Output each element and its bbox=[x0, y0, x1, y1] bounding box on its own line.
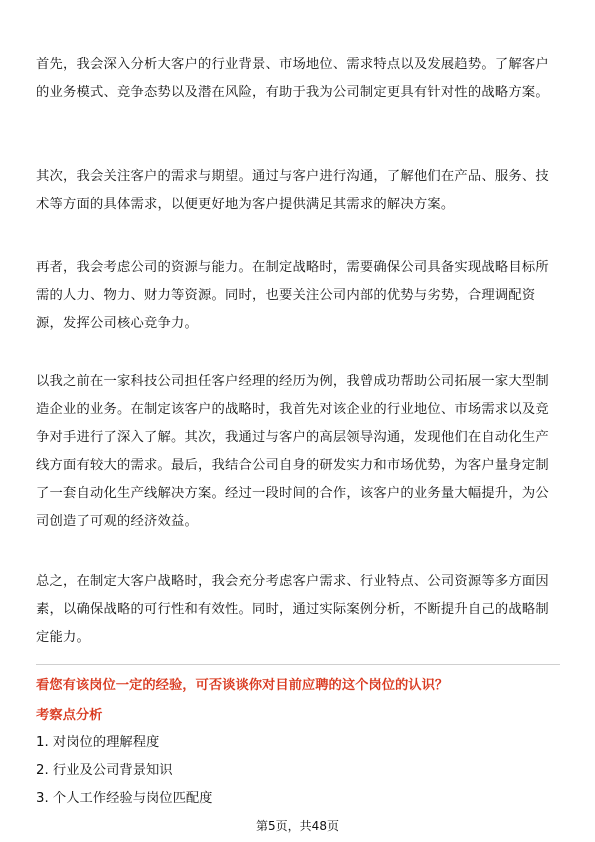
section-divider bbox=[36, 664, 560, 665]
paragraph-needs: 其次，我会关注客户的需求与期望。通过与客户进行沟通，了解他们在产品、服务、技术等方面的具体需求，以便更好地为客户提供满足其需求的解决方案。 bbox=[36, 169, 549, 212]
analysis-point: 2. 行业及公司背景知识 bbox=[36, 763, 173, 778]
analysis-heading: 考察点分析 bbox=[36, 708, 103, 723]
analysis-point: 3. 个人工作经验与岗位匹配度 bbox=[36, 791, 213, 806]
interview-question: 看您有该岗位一定的经验，可否谈谈你对目前应聘的这个岗位的认识？ bbox=[36, 678, 449, 693]
paragraph-analysis: 首先，我会深入分析大客户的行业背景、市场地位、需求特点以及发展趋势。了解客户的业务模式、竞争态势以及潜在风险，有助于我为公司制定更具有针对性的战略方案。 bbox=[36, 57, 549, 100]
paragraph-resources: 再者，我会考虑公司的资源与能力。在制定战略时，需要确保公司具备实现战略目标所需的人力、物力、财力等资源。同时，也要关注公司内部的优势与劣势，合理调配资源，发挥公司核心竞争力。 bbox=[36, 260, 549, 331]
page-number-footer: 第5页，共48页 bbox=[256, 819, 339, 833]
analysis-point: 1. 对岗位的理解程度 bbox=[36, 735, 160, 750]
paragraph-case-study: 以我之前在一家科技公司担任客户经理的经历为例，我曾成功帮助公司拓展一家大型制造企业的业务。在制定该客户的战略时，我首先对该企业的行业地位、市场需求以及竞争对手进行了深入了解。其次，我通过与客户的高层领导沟通，发现他们在自动化生产线方面有较大的需求。最后，我结合公司自身的研发实力和市场优势，为客户量身定制了一套自动化生产线解决方案。经过一段时间的合作，该客户的业务量大幅提升，为公司创造了可观的经济效益。 bbox=[36, 374, 549, 529]
paragraph-summary: 总之，在制定大客户战略时，我会充分考虑客户需求、行业特点、公司资源等多方面因素，以确保战略的可行性和有效性。同时，通过实际案例分析，不断提升自己的战略制定能力。 bbox=[36, 574, 549, 645]
